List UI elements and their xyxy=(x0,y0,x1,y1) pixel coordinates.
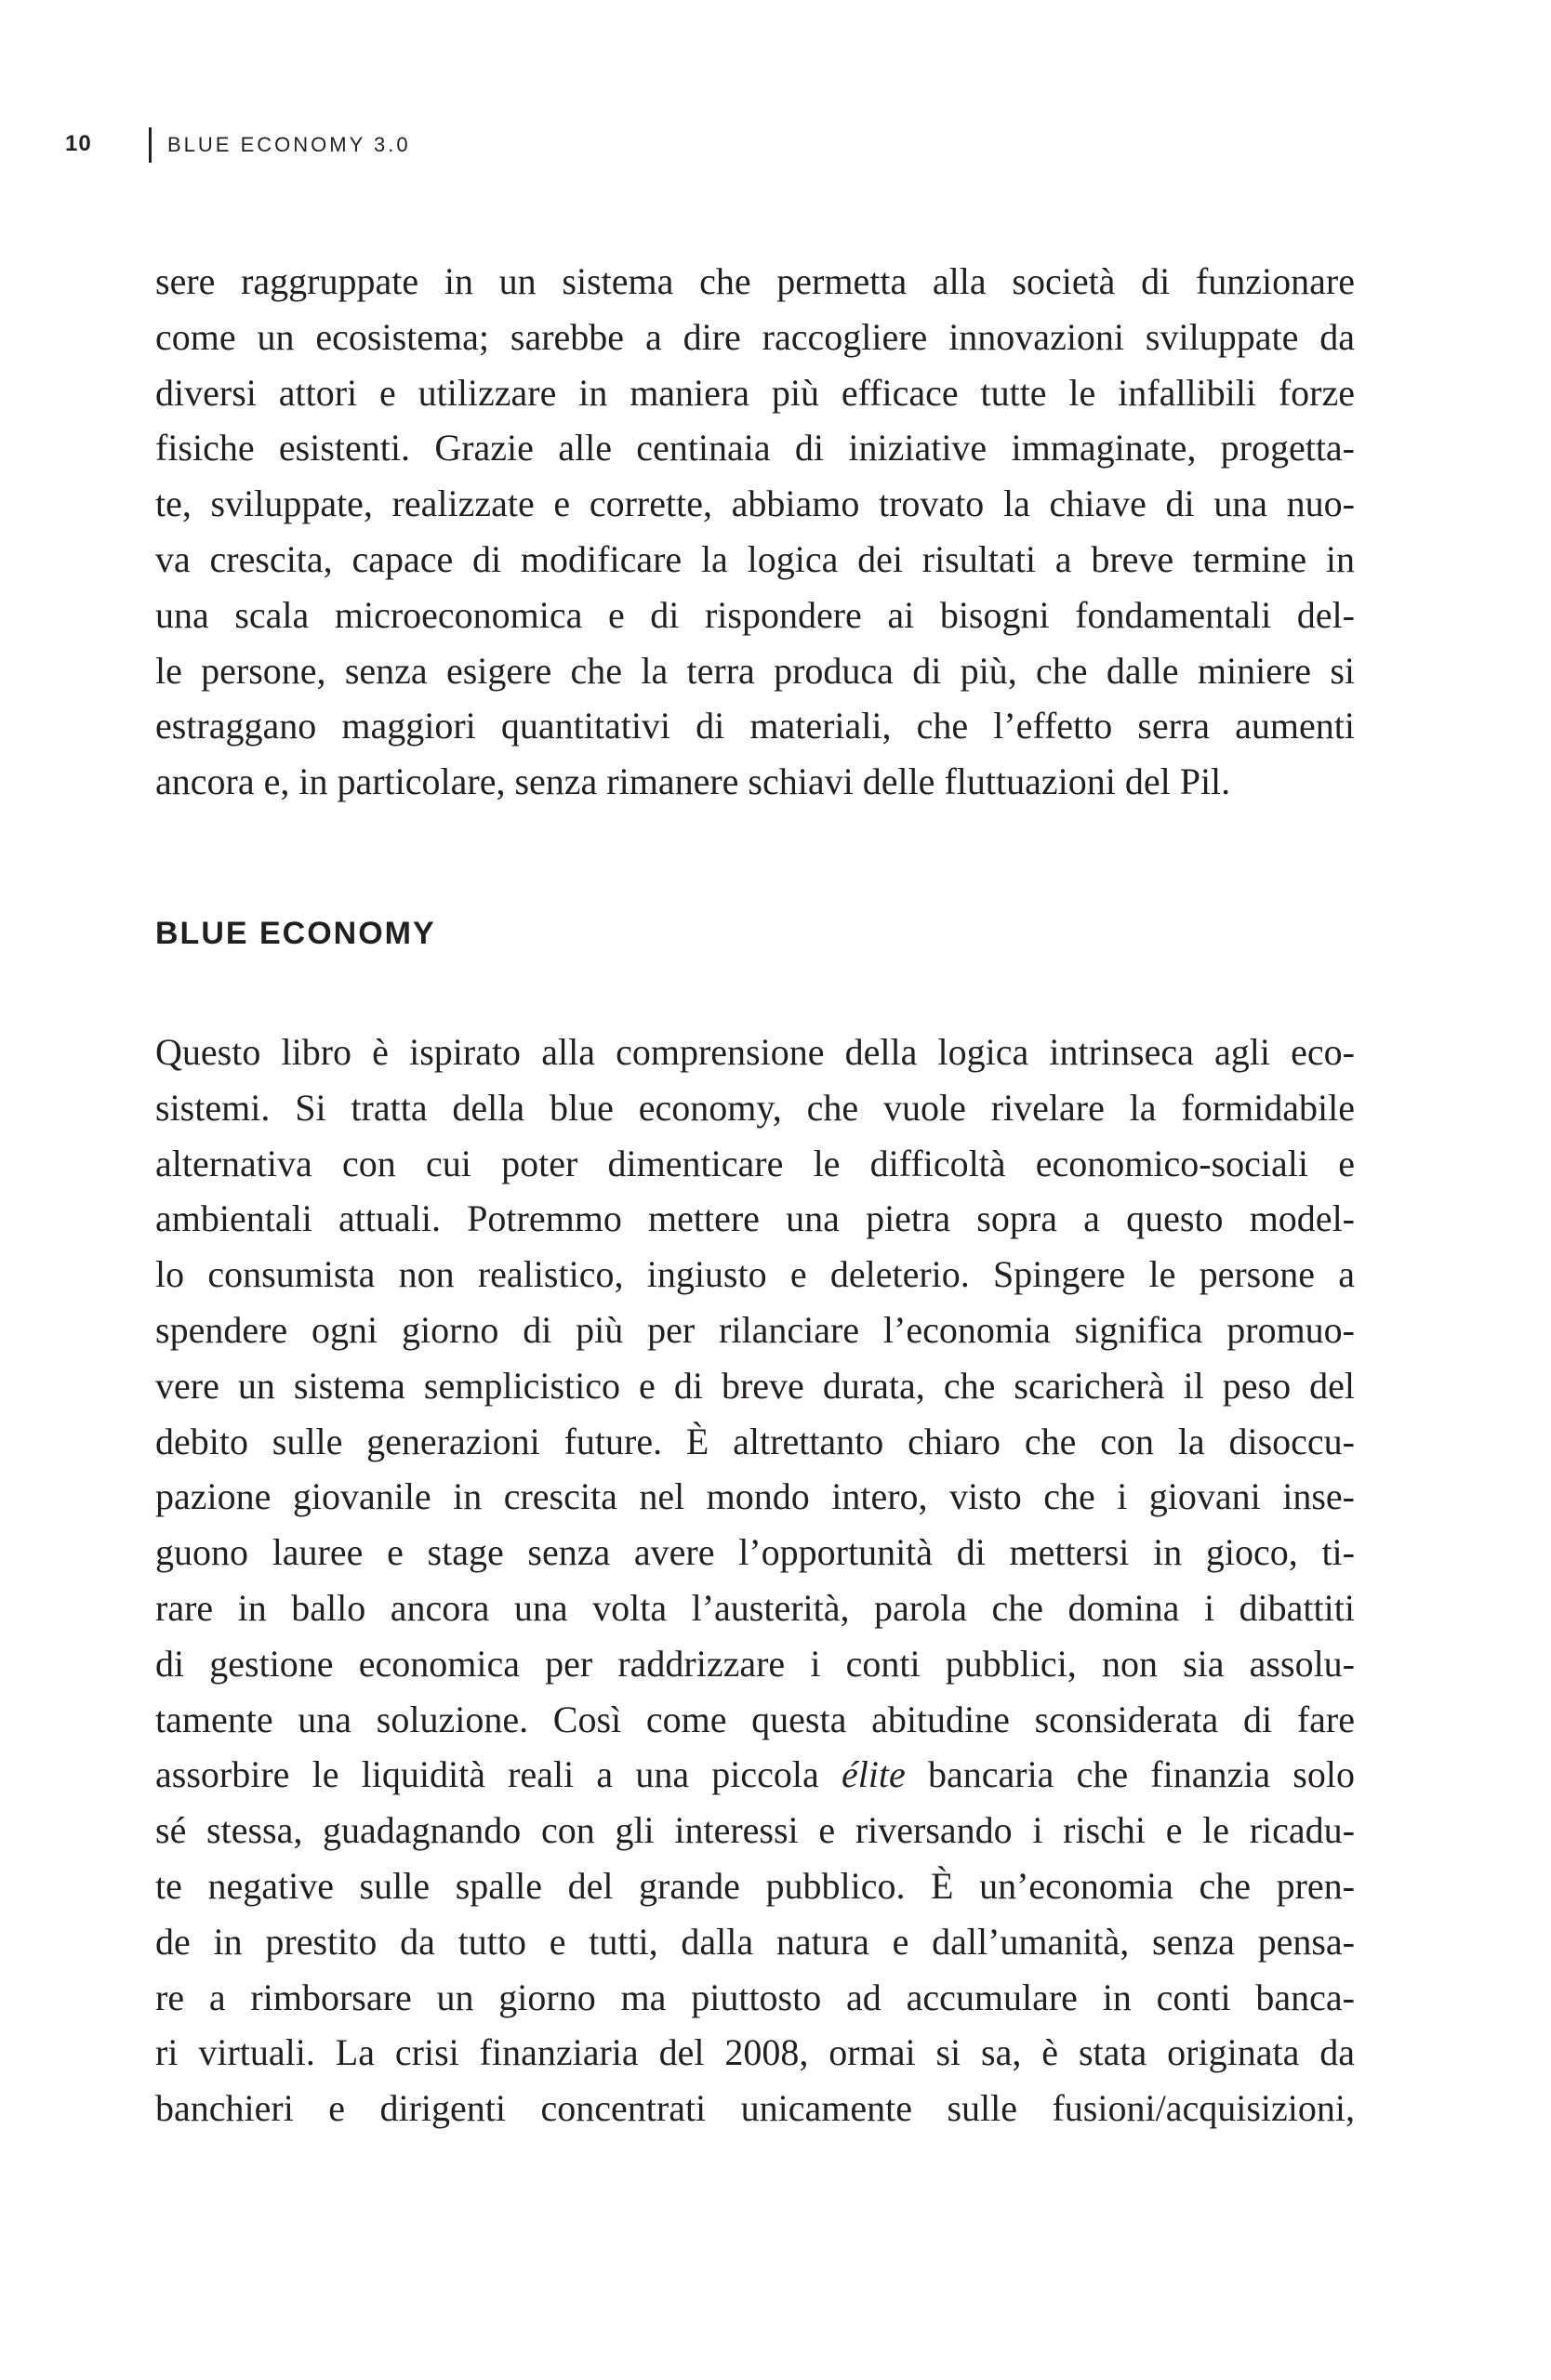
text-line: lo consumista non realistico, ingiusto e deleterio. Spingere le persone a xyxy=(155,1253,1355,1296)
text-line: spendere ogni giorno di più per rilanciare l’economia significa promuo- xyxy=(155,1308,1355,1351)
text-line: come un ecosistema; sarebbe a dire raccogliere innovazioni sviluppate da xyxy=(155,315,1355,358)
text-line: ambientali attuali. Potremmo mettere una pietra sopra a questo model- xyxy=(155,1197,1355,1240)
text-line: re a rimborsare un giorno ma piuttosto ad accumulare in conti banca- xyxy=(155,1976,1355,2018)
running-book-title: BLUE ECONOMY 3.0 xyxy=(167,133,411,156)
text-line: de in prestito da tutto e tutti, dalla natura e dall’umanità, senza pensa- xyxy=(155,1920,1355,1963)
text-line: le persone, senza esigere che la terra produca di più, che dalle miniere si xyxy=(155,649,1355,692)
text-line: Questo libro è ispirato alla comprensione della logica intrinseca agli eco- xyxy=(155,1031,1355,1073)
page-number: 10 xyxy=(65,131,92,156)
text-line: sé stessa, guadagnando con gli interessi e riversando i rischi e le ricadu- xyxy=(155,1809,1355,1852)
paragraph-text xyxy=(155,1025,1355,2136)
text-line: una scala microeconomica e di rispondere ai bisogni fondamentali del- xyxy=(155,593,1355,636)
text-line: sere raggruppate in un sistema che permetta alla società di funzionare xyxy=(155,260,1355,302)
text-line: di gestione economica per raddrizzare i conti pubblici, non sia assolu- xyxy=(155,1642,1355,1685)
text-line: diversi attori e utilizzare in maniera più efficace tutte le infallibili forze xyxy=(155,371,1355,414)
section-heading: BLUE ECONOMY xyxy=(155,916,436,951)
text-line xyxy=(155,1747,1355,1803)
text-line: sistemi. Si tratta della blue economy, che vuole rivelare la formidabile xyxy=(155,1086,1355,1129)
text-line: guono lauree e stage senza avere l’opportunità di mettersi in gioco, ti- xyxy=(155,1531,1355,1574)
text-line: alternativa con cui poter dimenticare le difficoltà economico-sociali e xyxy=(155,1142,1355,1184)
paragraph-text xyxy=(155,254,1355,810)
running-header xyxy=(0,127,1551,165)
italic-term: élite xyxy=(841,1753,906,1796)
text-line: ri virtuali. La crisi finanziaria del 2008, ormai si sa, è stata originata da xyxy=(155,2031,1355,2074)
text-line: va crescita, capace di modificare la logica dei risultati a breve termine in xyxy=(155,537,1355,580)
text-line: tamente una soluzione. Così come questa abitudine sconsiderata di fare xyxy=(155,1698,1355,1740)
text-line: estraggano maggiori quantitativi di materiali, che l’effetto serra aumenti xyxy=(155,705,1355,747)
text-line: banchieri e dirigenti concentrati unicamente sulle fusioni/acquisizioni, xyxy=(155,2087,1355,2130)
header-divider xyxy=(149,127,152,163)
text-line: te, sviluppate, realizzate e corrette, abbiamo trovato la chiave di una nuo- xyxy=(155,483,1355,525)
text-line: vere un sistema semplicistico e di breve durata, che scaricherà il peso del xyxy=(155,1364,1355,1407)
body-paragraph-2 xyxy=(155,1025,1355,2136)
text-line: fisiche esistenti. Grazie alle centinaia di iniziative immaginate, progetta- xyxy=(155,427,1355,469)
text-line: debito sulle generazioni future. È altrettanto chiaro che con la disoccu- xyxy=(155,1420,1355,1462)
body-paragraph-1 xyxy=(155,254,1355,810)
text-line: pazione giovanile in crescita nel mondo intero, visto che i giovani inse- xyxy=(155,1475,1355,1518)
text-line: rare in ballo ancora una volta l’austerità, parola che domina i dibattiti xyxy=(155,1586,1355,1629)
text-line: ancora e, in particolare, senza rimanere schiavi delle fluttuazioni del Pil. xyxy=(155,760,1231,803)
text-segment: assorbire le liquidità reali a una piccola xyxy=(155,1753,842,1796)
text-segment: bancaria che finanzia solo xyxy=(905,1753,1355,1796)
text-line: te negative sulle spalle del grande pubblico. È un’economia che pren- xyxy=(155,1864,1355,1907)
